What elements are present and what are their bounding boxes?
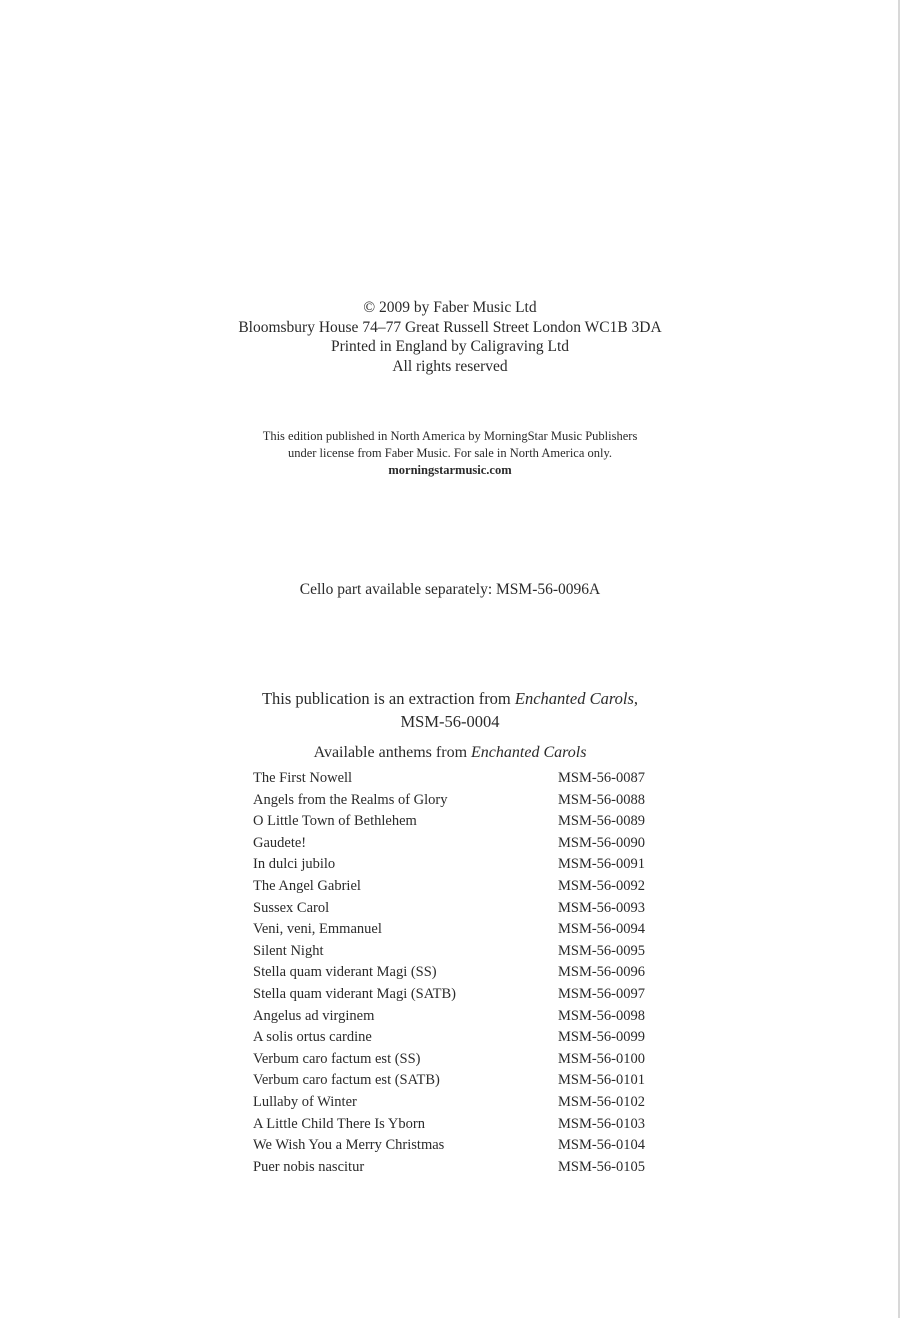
cello-note: Cello part available separately: MSM-56-0096A [299, 581, 601, 598]
list-item [253, 811, 653, 833]
anthem-title: Gaudete! [253, 834, 307, 851]
list-item [253, 1049, 653, 1071]
anthem-code: MSM-56-0088 [558, 791, 646, 808]
anthem-code: MSM-56-0092 [558, 877, 646, 894]
anthem-title: A solis ortus cardine [253, 1029, 372, 1046]
list-item [253, 833, 653, 855]
list-item [253, 1114, 653, 1136]
anthem-code: MSM-56-0097 [558, 985, 646, 1002]
anthem-title: We Wish You a Merry Christmas [253, 1137, 445, 1154]
anthem-title: The Angel Gabriel [253, 877, 361, 894]
anthem-code: MSM-56-0096 [558, 964, 646, 981]
rights-line: All rights reserved [392, 357, 508, 375]
list-item [253, 1006, 653, 1028]
anthem-code: MSM-56-0103 [558, 1115, 646, 1132]
list-item [253, 962, 653, 984]
anthem-title: Stella quam viderant Magi (SS) [253, 964, 437, 981]
anthem-title: In dulci jubilo [253, 856, 336, 873]
anthem-code: MSM-56-0094 [558, 921, 646, 938]
edition-block [0, 428, 900, 479]
anthem-code: MSM-56-0100 [558, 1050, 646, 1067]
anthem-title: Veni, veni, Emmanuel [253, 921, 382, 938]
copyright-block [0, 298, 900, 376]
copyright-line: © 2009 by Faber Music Ltd [363, 299, 537, 316]
publisher-address: Bloomsbury House 74–77 Great Russell Street London WC1B 3DA [238, 318, 662, 336]
anthem-code: MSM-56-0087 [558, 770, 646, 786]
edition-line-2: under license from Faber Music. For sale in North America only. [287, 446, 613, 460]
list-item [253, 854, 653, 876]
anthem-code: MSM-56-0102 [558, 1093, 646, 1110]
anthem-title: O Little Town of Bethlehem [253, 813, 417, 830]
anthem-list [253, 768, 653, 1178]
available-heading [0, 742, 900, 764]
anthem-title: Stella quam viderant Magi (SATB) [253, 985, 456, 1002]
anthem-title: Verbum caro factum est (SATB) [253, 1072, 440, 1089]
list-item [253, 1135, 653, 1157]
printer-line: Printed in England by Caligraving Ltd [330, 338, 570, 355]
anthem-code: MSM-56-0104 [558, 1137, 646, 1154]
anthem-title: A Little Child There Is Yborn [253, 1115, 425, 1132]
anthem-code: MSM-56-0099 [558, 1029, 646, 1046]
available-prefix: Available anthems from [313, 744, 472, 761]
anthem-code: MSM-56-0095 [558, 942, 646, 959]
extraction-prefix: This publication is an extraction from [261, 689, 515, 708]
anthem-title: Silent Night [253, 942, 324, 959]
anthem-title: Angels from the Realms of Glory [253, 791, 448, 808]
extraction-line [0, 687, 900, 710]
anthem-code: MSM-56-0098 [558, 1007, 646, 1024]
list-item [253, 1092, 653, 1114]
extraction-code: MSM-56-0004 [400, 712, 500, 731]
anthem-title: Verbum caro factum est (SS) [253, 1050, 421, 1067]
anthem-code: MSM-56-0101 [558, 1072, 646, 1089]
anthem-title: Puer nobis nascitur [253, 1158, 365, 1175]
anthem-title: Sussex Carol [253, 899, 330, 916]
extraction-block [0, 687, 900, 733]
list-item [253, 1027, 653, 1049]
list-item [253, 984, 653, 1006]
anthem-code: MSM-56-0089 [558, 813, 646, 830]
list-item [253, 1070, 653, 1092]
publisher-url[interactable]: morningstarmusic.com [388, 463, 512, 477]
extraction-suffix: , [633, 689, 639, 708]
anthem-code: MSM-56-0105 [558, 1158, 646, 1175]
anthem-code: MSM-56-0090 [558, 834, 646, 851]
list-item [253, 768, 653, 790]
available-title: Enchanted Carols [471, 744, 587, 761]
anthem-title: The First Nowell [253, 770, 353, 786]
list-item [253, 919, 653, 941]
list-item [253, 876, 653, 898]
list-item [253, 898, 653, 920]
list-item [253, 790, 653, 812]
anthem-code: MSM-56-0093 [558, 899, 646, 916]
anthem-code: MSM-56-0091 [558, 856, 646, 873]
list-item [253, 941, 653, 963]
extraction-title: Enchanted Carols [514, 689, 634, 708]
list-item [253, 1157, 653, 1179]
anthem-title: Lullaby of Winter [253, 1093, 357, 1110]
anthem-title: Angelus ad virginem [253, 1007, 375, 1024]
edition-line-1: This edition published in North America by MorningStar Music Publishers [262, 429, 638, 443]
